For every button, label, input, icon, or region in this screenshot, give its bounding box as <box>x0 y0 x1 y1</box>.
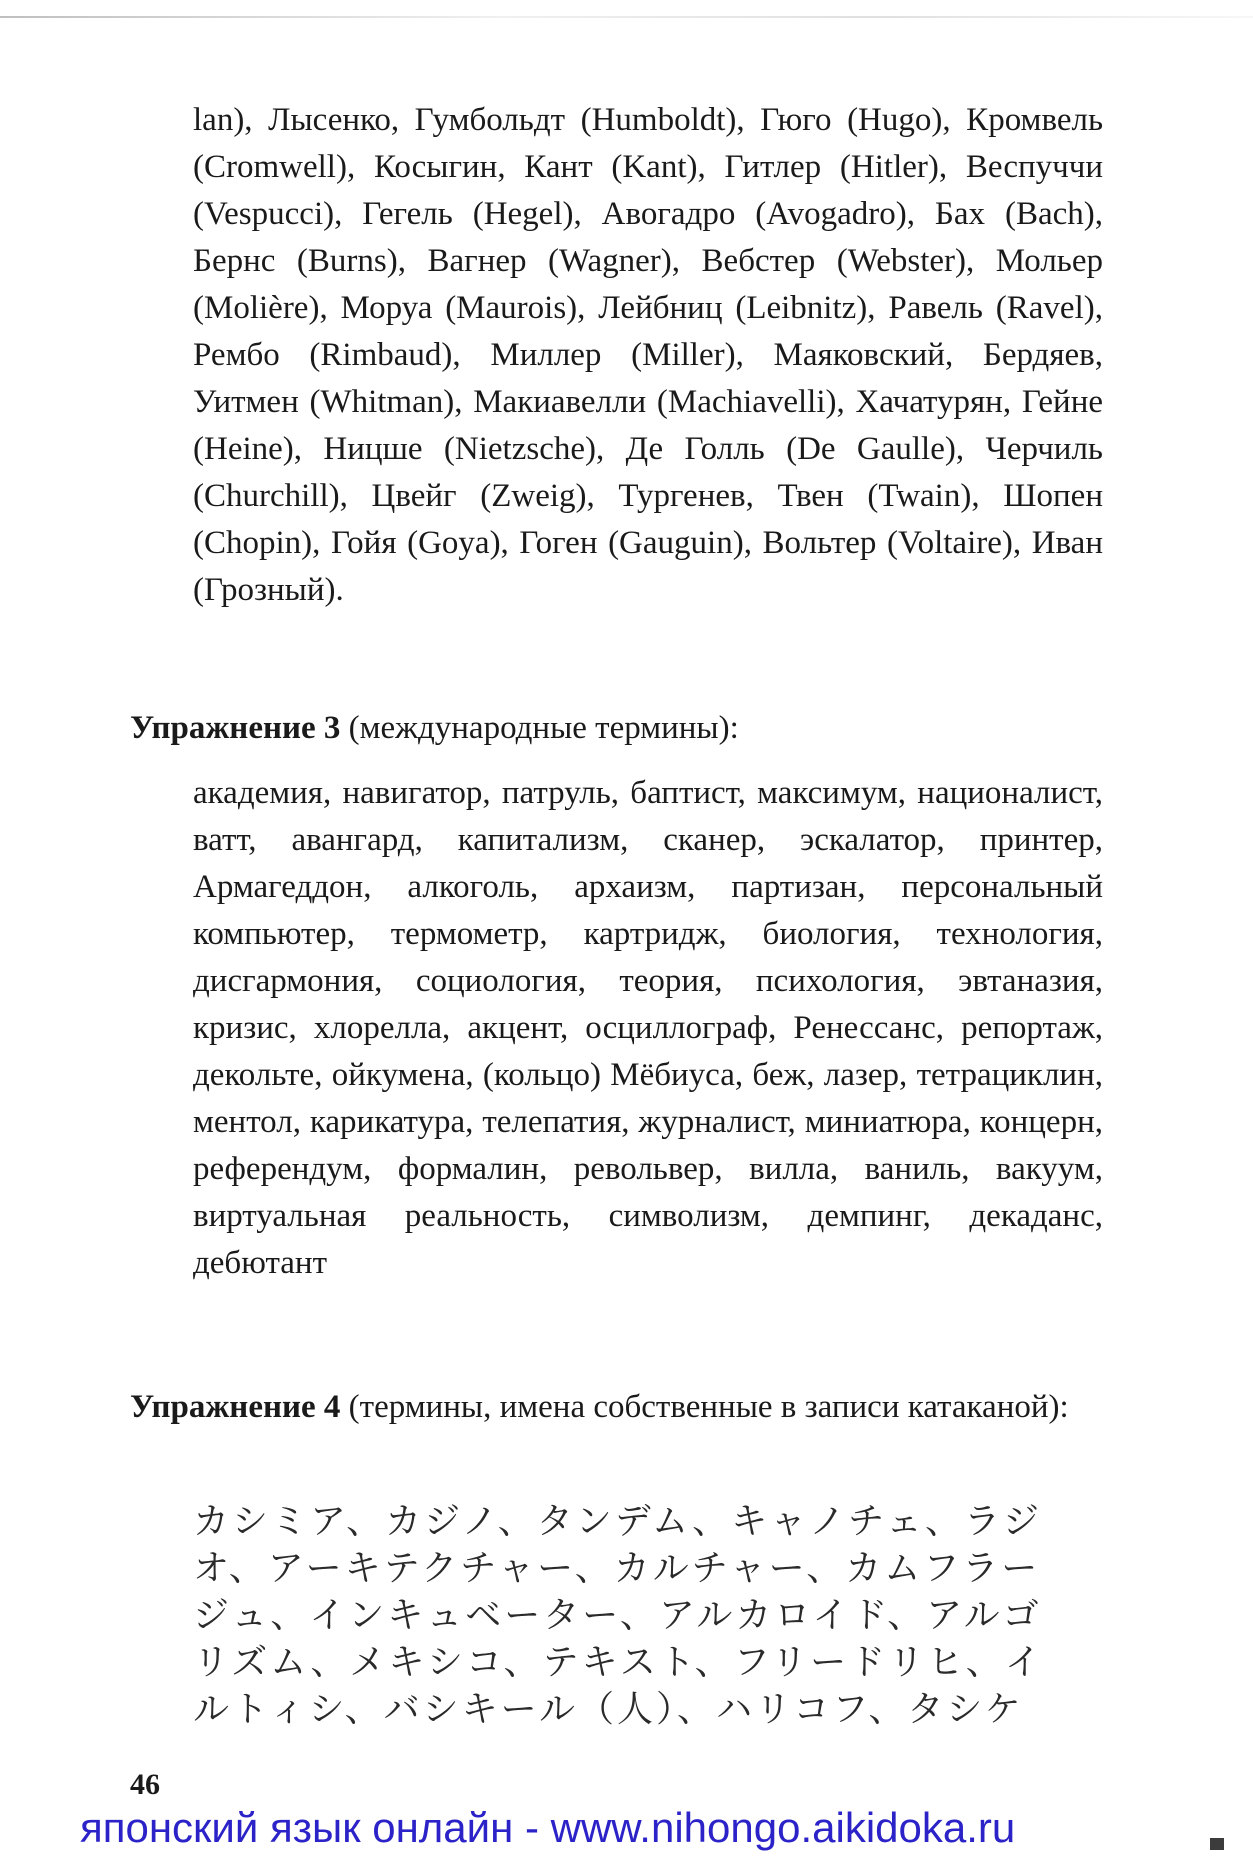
exercise-3-terms: академия, навигатор, патруль, баптист, максимум, националист, ватт, авангард, капитализм, сканер, эскалатор, принтер, Армагеддон, алкоголь, архаизм, партизан, персональный компьютер, термометр, картридж, биология, технология, дисгармония, социология, теория, психология, эвтаназия, кризис, хлорелла, акцент, осциллограф, Ренессанс, репортаж, декольте, ойкумена, (кольцо) Мёбиуса, беж, лазер, тетрациклин, ментол, карикатура, телепатия, журналист, миниатюра, концерн, референдум, формалин, револьвер, вилла, ваниль, вакуум, виртуальная реальность, символизм, демпинг, декаданс, дебютант <box>193 775 1103 1281</box>
names-paragraph: lan), Лысенко, Гумбольдт (Humboldt), Гюго (Hugo), Кромвель (Cromwell), Косыгин, Кант (Kant), Гитлер (Hitler), Веспуччи (Vespucci), Гегель (Hegel), Авогадро (Avogadro), Бах (Bach), Бернс (Burns), Вагнер (Wagner), Вебстер (Webster), Мольер (Molière), Моруа (Maurois), Лейбниц (Leibnitz), Равель (Ravel), Рембо (Rimbaud), Миллер (Miller), Маяковский, Бердяев, Уитмен (Whitman), Макиавелли (Machiavelli), Хачатурян, Гейне (Heine), Ницше (Nietzsche), Де Голль (De Gaulle), Черчиль (Churchill), Цвейг (Zweig), Тургенев, Твен (Twain), Шопен (Chopin), Гойя (Goya), Гоген (Gauguin), Вольтер (Voltaire), Иван (Грозный). <box>193 102 1103 608</box>
exercise-4-label: Упражнение 4 <box>130 1389 341 1425</box>
page-number: 46 <box>130 1768 160 1801</box>
corner-scan-mark <box>1210 1838 1224 1850</box>
exercise-3-label: Упражнение 3 <box>130 710 341 746</box>
katakana-terms <box>193 1498 1103 1733</box>
katakana-line: リズム、メキシコ、テキスト、フリードリヒ、イ <box>193 1642 1044 1683</box>
exercise-3-heading <box>130 705 1105 752</box>
top-edge-line <box>0 16 1253 18</box>
katakana-line: オ、アーキテクチャー、カルチャー、カムフラー <box>193 1548 1041 1589</box>
katakana-line: ジュ、インキュベーター、アルカロイド、アルゴ <box>193 1595 1042 1636</box>
website-watermark: японский язык онлайн - www.nihongo.aikidoka.ru <box>80 1804 1016 1851</box>
katakana-line: カシミア、カジノ、タンデム、キャノチェ、ラジ <box>193 1501 1043 1542</box>
katakana-line: ルトィシ、バシキール（人）、ハリコフ、タシケ <box>193 1689 1024 1730</box>
exercise-3-description: (международные термины): <box>348 710 739 746</box>
exercise-4-heading <box>130 1384 1105 1431</box>
exercise-4-description: (термины, имена собственные в записи катаканой): <box>348 1389 1069 1425</box>
